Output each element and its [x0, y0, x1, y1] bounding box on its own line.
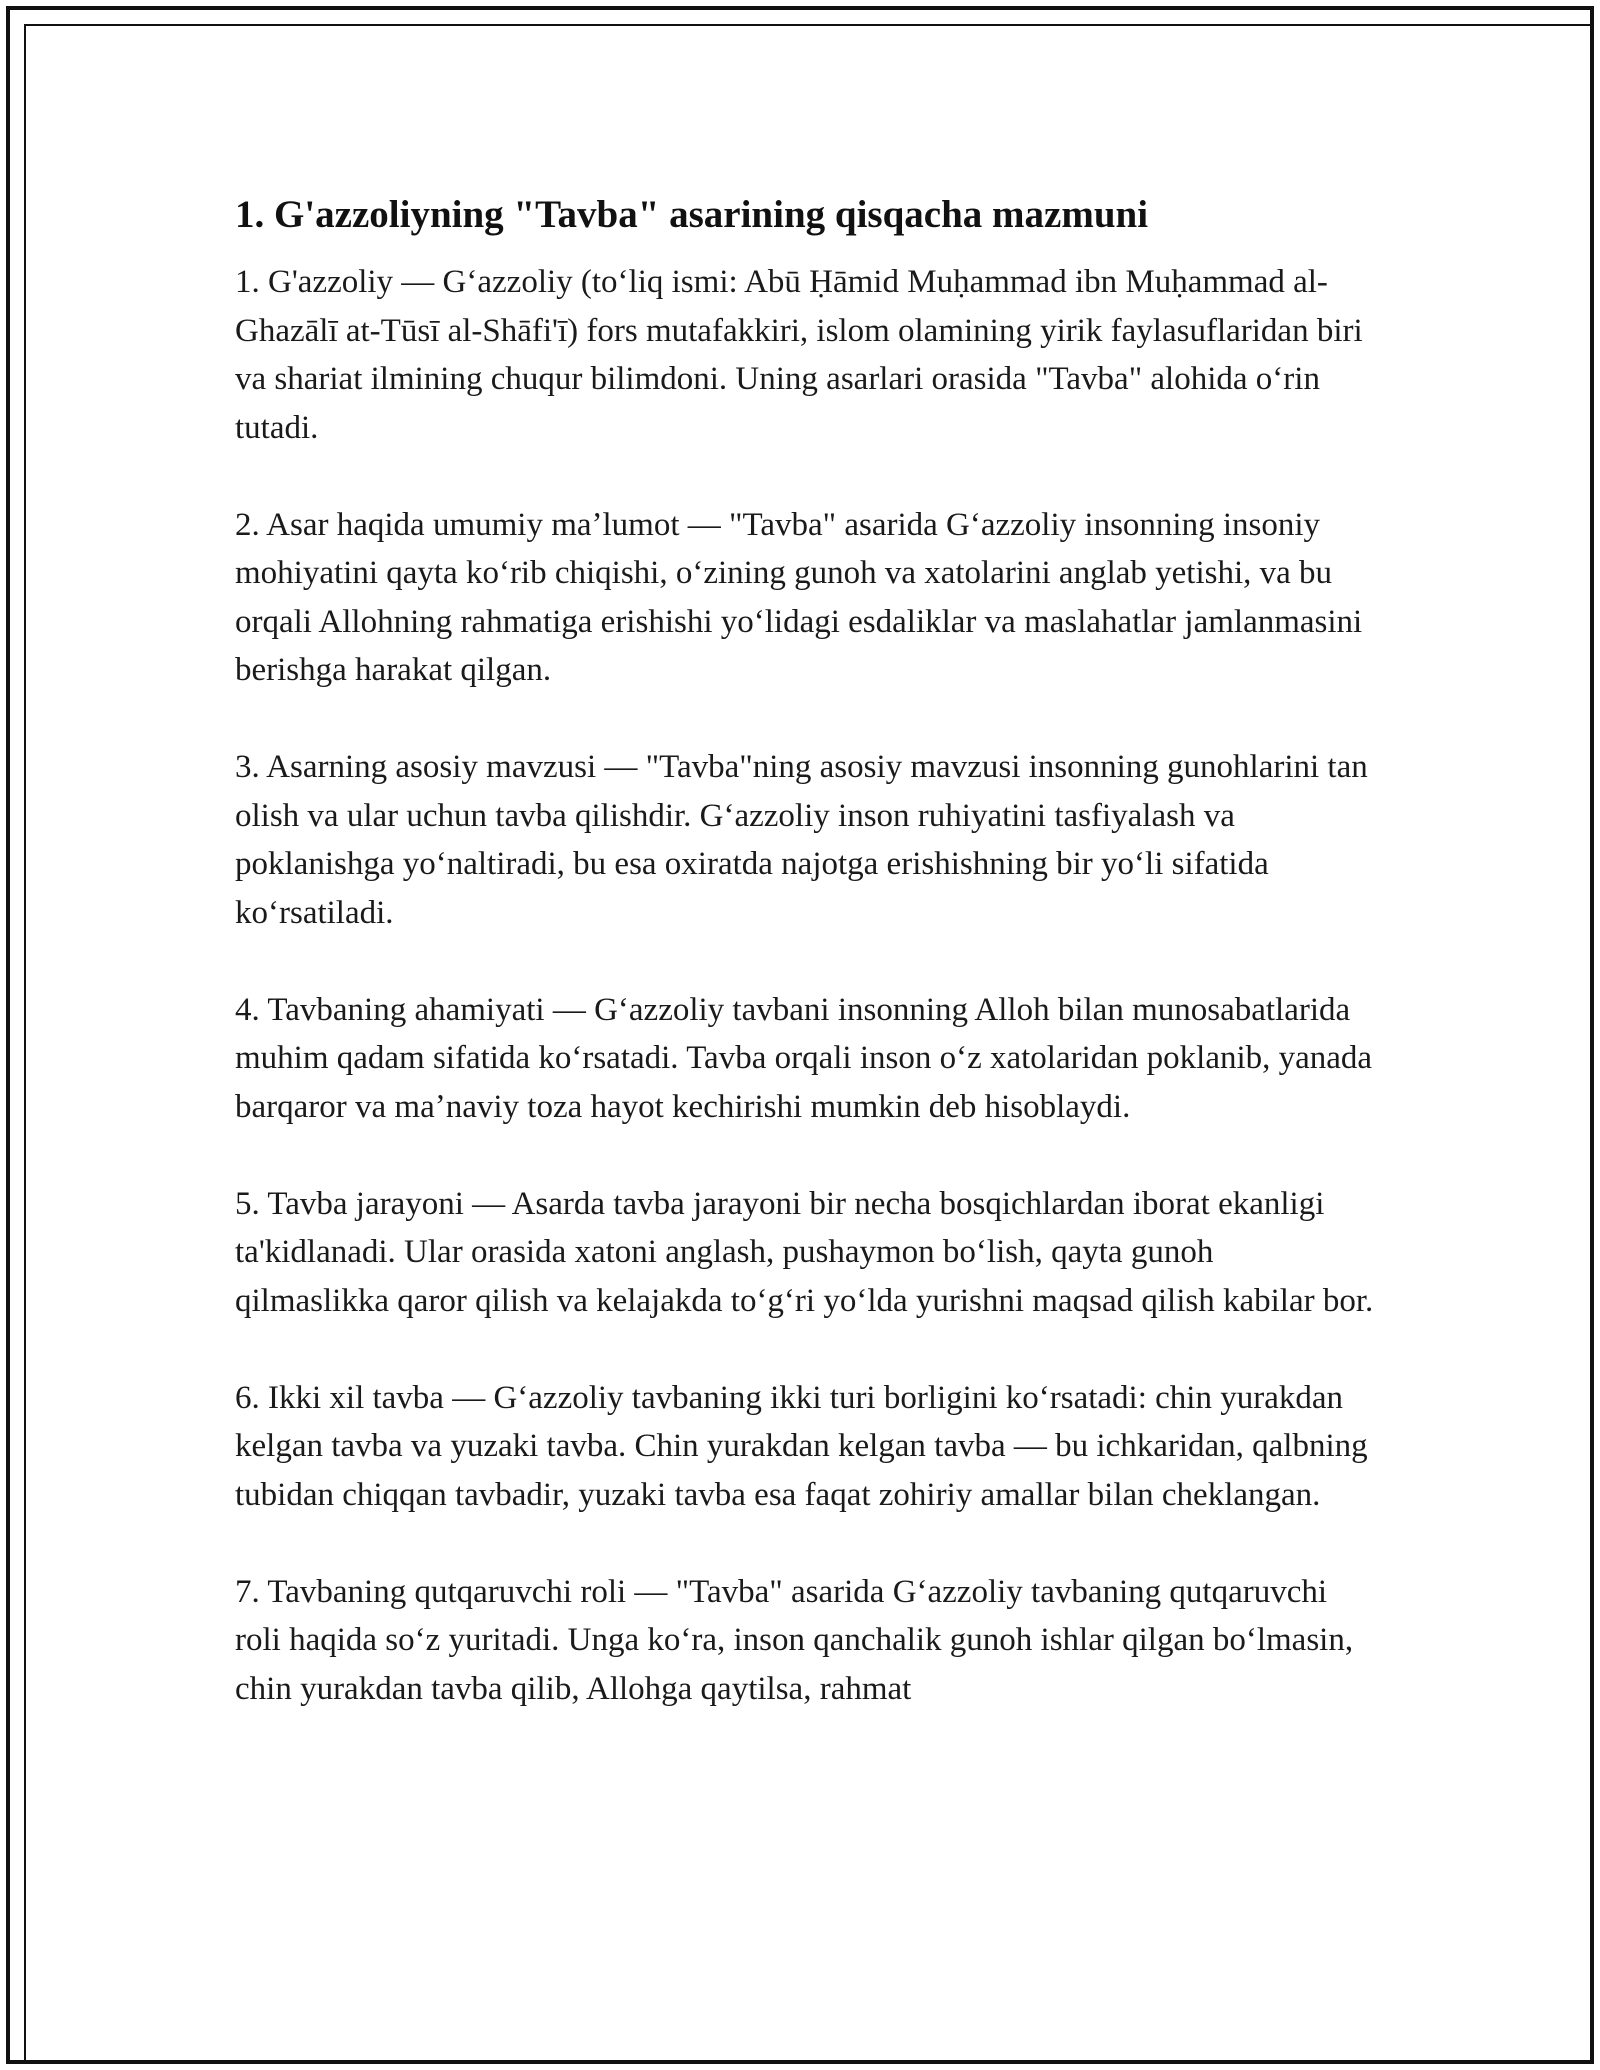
- paragraph-2: 2. Asar haqida umumiy maʼlumot — "Tavba" asarida Gʻazzoliy insonning insoniy mohiyatini qayta koʻrib chiqishi, oʻzining gunoh va xatolarini anglab yetishi, va bu orqali Allohning rahmatiga erishishi yoʻlidagi esdaliklar va maslahatlar jamlanmasini berishga harakat qilgan.: [235, 506, 1363, 688]
- paragraph-1: 1. G'azzoliy — Gʻazzoliy (toʻliq ismi: Abū Ḥāmid Muḥammad ibn Muḥammad al-Ghazālī at-Tūsī al-Shāfi'ī) fors mutafakkiri, islom olamining yirik faylasuflaridan biri va shariat ilmining chuqur bilimdoni. Uning asarlari orasida "Tavba" alohida oʻrin tutadi.: [235, 264, 1363, 446]
- paragraph-6: 6. Ikki xil tavba — Gʻazzoliy tavbaning ikki turi borligini koʻrsatadi: chin yurakdan kelgan tavba va yuzaki tavba. Chin yurakdan kelgan tavba — bu ichkaridan, qalbning tubidan chiqqan tavbadir, yuzaki tavba esa faqat zohiriy amallar bilan cheklangan.: [235, 1379, 1368, 1513]
- paragraph-4: 4. Tavbaning ahamiyati — Gʻazzoliy tavbani insonning Alloh bilan munosabatlarida muhim qadam sifatida koʻrsatadi. Tavba orqali inson oʻz xatolaridan poklanib, yanada barqaror va maʼnaviy toza hayot kechirishi mumkin deb hisoblaydi.: [235, 991, 1373, 1125]
- document-title: 1. G'azzoliyning "Tavba" asarining qisqacha mazmuni: [235, 193, 1149, 236]
- document-body: [235, 190, 1375, 1762]
- paragraph-3: 3. Asarning asosiy mavzusi — "Tavba"ning asosiy mavzusi insonning gunohlarini tan olish va ular uchun tavba qilishdir. Gʻazzoliy inson ruhiyatini tasfiyalash va poklanishga yoʻnaltiradi, bu esa oxiratda najotga erishishning bir yoʻli sifatida koʻrsatiladi.: [235, 749, 1368, 931]
- paragraph-7: 7. Tavbaning qutqaruvchi roli — "Tavba" asarida Gʻazzoliy tavbaning qutqaruvchi roli haqida soʻz yuritadi. Unga koʻra, inson qanchalik gunoh ishlar qilgan boʻlmasin, chin yurakdan tavba qilib, Allohga qaytilsa, rahmat: [235, 1573, 1354, 1707]
- paragraph-5: 5. Tavba jarayoni — Asarda tavba jarayoni bir necha bosqichlardan iborat ekanligi ta'kidlanadi. Ular orasida xatoni anglash, pushaymon boʻlish, qayta gunoh qilmaslikka qaror qilish va kelajakda toʻgʻri yoʻlda yurishni maqsad qilish kabilar bor.: [235, 1185, 1374, 1319]
